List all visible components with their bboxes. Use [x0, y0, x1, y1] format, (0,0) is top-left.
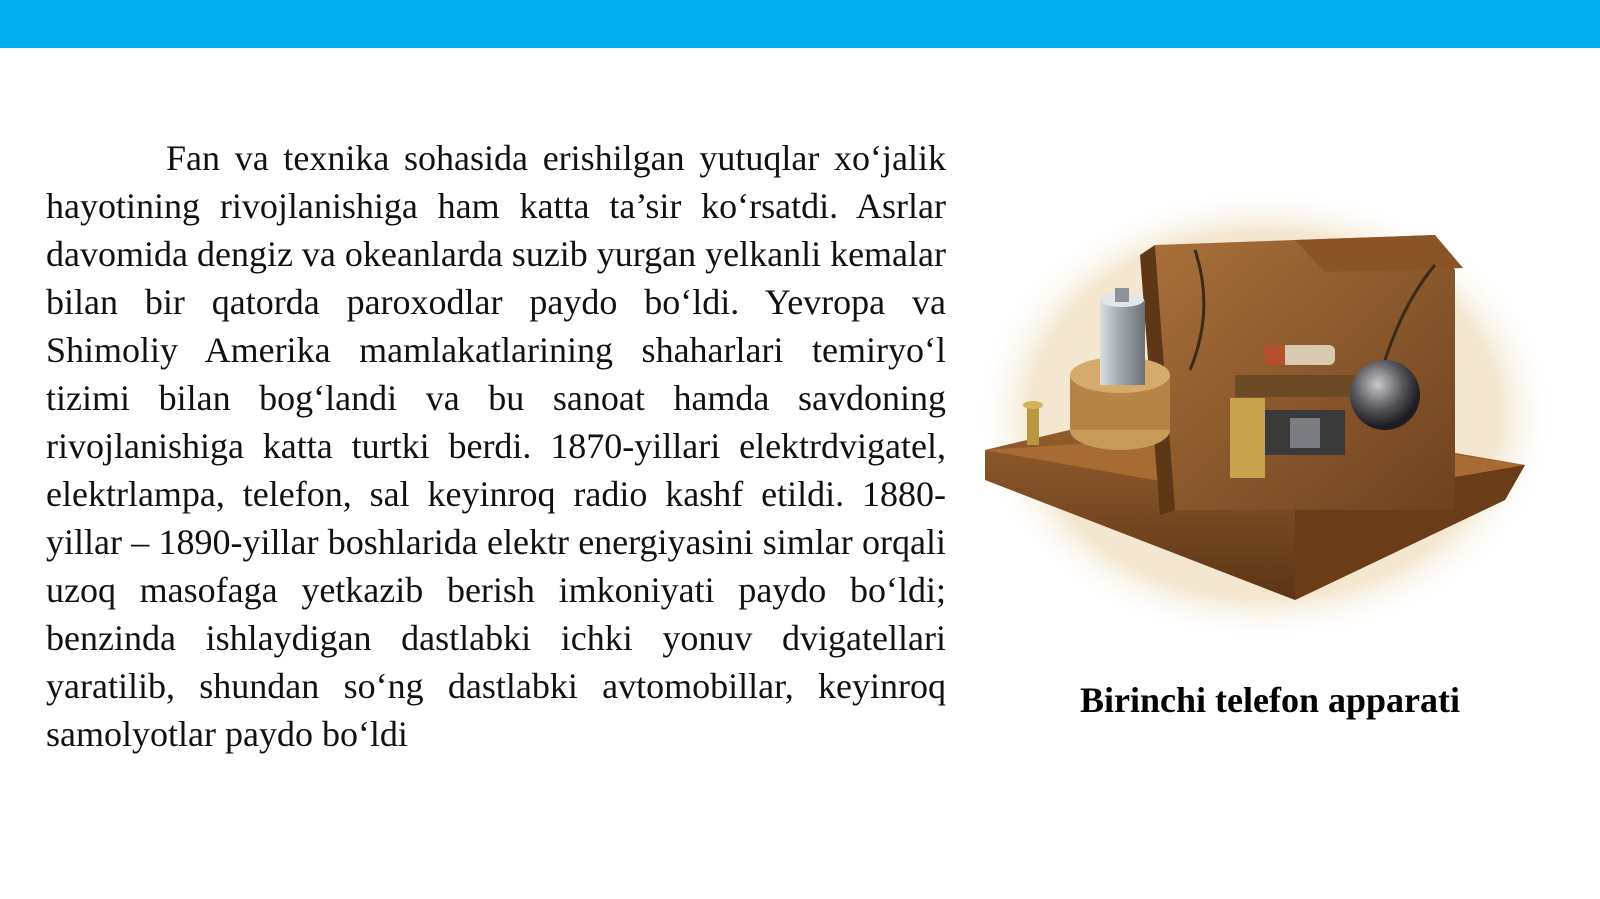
top-accent-bar: [0, 0, 1600, 48]
body-paragraph: Fan va texnika sohasida erishilgan yutuqlar xo‘jalik hayotining rivojlanishiga ham katta ta’sir ko‘rsatdi. Asrlar davomida dengiz va okeanlarda suzib yurgan yelkanli kemalar bilan bir qatorda paroxodlar paydo bo‘ldi. Yevropa va Shimoliy Amerika mamlakatlarining shaharlari temiryo‘l tizimi bilan bog‘landi va bu sanoat hamda savdoning rivojlanishiga katta turtki berdi. 1870-yillari elektrdvigatel, elektrlampa, telefon, sal keyinroq radio kashf etildi. 1880-yillar – 1890-yillar boshlarida elektr energiyasini simlar orqali uzoq masofaga yetkazib berish imkoniyati paydo bo‘ldi; benzinda ishlaydigan dastlabki ichki yonuv dvigatellari yaratilib, shundan so‘ng dastlabki avtomobillar, keyinroq samolyotlar paydo bo‘ldi: [46, 138, 946, 754]
telephone-image: [965, 180, 1577, 650]
image-caption: Birinchi telefon apparati: [1080, 680, 1460, 720]
